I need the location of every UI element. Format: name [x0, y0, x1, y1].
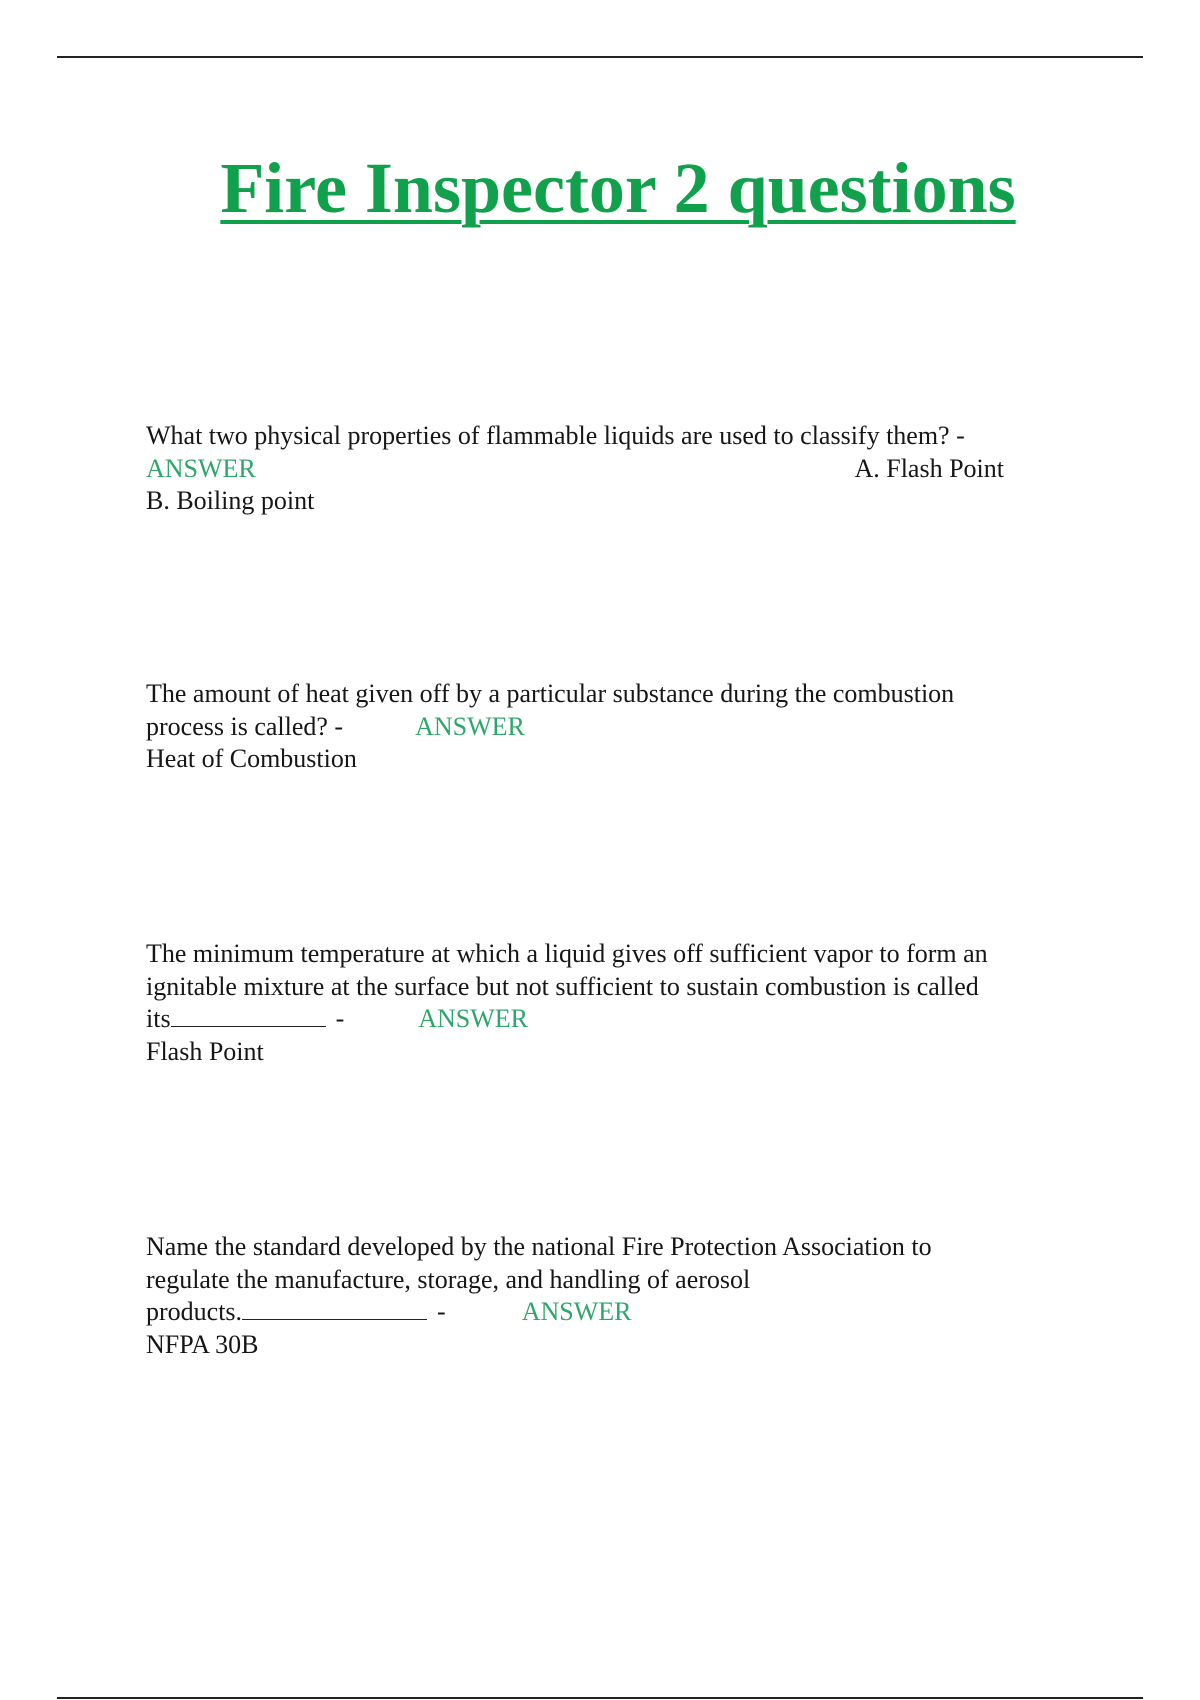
- top-rule: [57, 56, 1143, 58]
- question-tail-row: [146, 1003, 1066, 1036]
- question-text: products.: [146, 1297, 243, 1326]
- dash-separator: -: [335, 1004, 345, 1033]
- answer-text: A. Flash Point: [854, 453, 1004, 483]
- answer-label: ANSWER: [418, 1004, 529, 1033]
- question-block-2: [146, 678, 1066, 776]
- answer-text: Flash Point: [146, 1036, 264, 1066]
- question-text: The minimum temperature at which a liquid gives off sufficient vapor to form an: [146, 939, 988, 968]
- question-tail-row: [146, 711, 1066, 744]
- fill-in-blank: [171, 1004, 326, 1027]
- question-text: process is called? -: [146, 711, 344, 741]
- answer-label: ANSWER: [146, 453, 256, 483]
- document-title: Fire Inspector 2 questions: [220, 148, 1016, 228]
- answer-text: Heat of Combustion: [146, 744, 357, 773]
- answer-text: B. Boiling point: [146, 486, 315, 515]
- fill-in-blank: [242, 1297, 427, 1320]
- question-block-1: [146, 420, 1066, 518]
- answer-label: ANSWER: [521, 1297, 632, 1326]
- answer-label: ANSWER: [415, 711, 525, 741]
- question-block-3: [146, 938, 1066, 1068]
- question-text: What two physical properties of flammable liquids are used to classify them? -: [146, 421, 965, 450]
- question-text: ignitable mixture at the surface but not sufficient to sustain combustion is called: [146, 971, 979, 1001]
- question-text: regulate the manufacture, storage, and handling of aerosol: [146, 1264, 751, 1294]
- question-text: The amount of heat given off by a particular substance during the combustion: [146, 679, 955, 708]
- answer-row: [146, 453, 1004, 486]
- answer-text: NFPA 30B: [146, 1329, 259, 1359]
- question-text: Name the standard developed by the national Fire Protection Association to: [146, 1232, 932, 1261]
- dash-separator: -: [437, 1297, 446, 1326]
- question-tail-row: [146, 1296, 1066, 1329]
- question-block-4: [146, 1231, 1066, 1361]
- bottom-rule: [57, 1697, 1143, 1699]
- question-text: its: [146, 1004, 171, 1033]
